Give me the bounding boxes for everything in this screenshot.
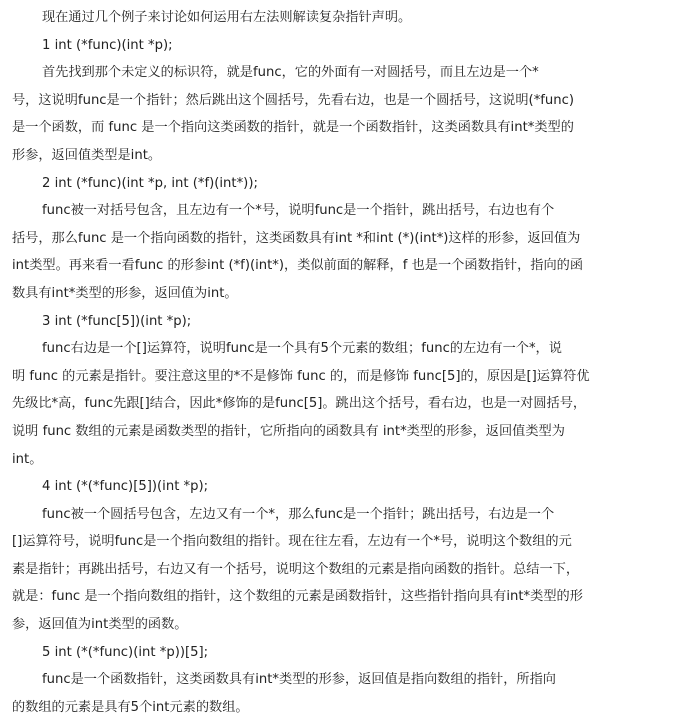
example-3-text-line: int。 (12, 451, 43, 467)
example-4-text-line: 就是：func 是一个指向数组的指针，这个数组的元素是函数指针，这些指针指向具有int*类型的形 (12, 589, 583, 605)
example-1-code: 1 int (*func)(int *p); (42, 37, 173, 53)
example-4-text-line: 素是指针；再跳出括号，右边又有一个括号，说明这个数组的元素是指向函数的指针。总结一下， (12, 561, 580, 577)
example-4-text-line: []运算符号，说明func是一个指向数组的指针。现在往左看，左边有一个*号，说明这个数组的元 (12, 534, 572, 550)
example-2-text-line: 数具有int*类型的形参，返回值为int。 (12, 285, 238, 301)
example-3-text-line: 说明 func 数组的元素是函数类型的指针，它所指向的函数具有 int*类型的形参，返回值类型为 (12, 423, 565, 439)
example-3-text-line: func右边是一个[]运算符，说明func是一个具有5个元素的数组；func的左边有一个*，说 (42, 341, 562, 357)
example-3-text-line: 明 func 的元素是指针。要注意这里的*不是修饰 func 的，而是修饰 func[5]的，原因是[]运算符优 (12, 368, 590, 384)
example-2-code: 2 int (*func)(int *p, int (*f)(int*)); (42, 175, 258, 191)
example-3-code: 3 int (*func[5])(int *p); (42, 313, 192, 329)
example-4-text-line: func被一个圆括号包含，左边又有一个*，那么func是一个指针；跳出括号，右边是一个 (42, 506, 555, 522)
example-2-text-line: int类型。再来看一看func 的形参int (*f)(int*)，类似前面的解释，f 也是一个函数指针，指向的函 (12, 258, 584, 274)
example-1-text-line: 是一个函数，而 func 是一个指向这类函数的指针，就是一个函数指针，这类函数具有int*类型的 (12, 120, 574, 136)
example-3-text-line: 先级比*高，func先跟[]结合，因此*修饰的是func[5]。跳出这个括号，看右边，也是一对圆括号， (12, 396, 587, 412)
example-4-code: 4 int (*(*func)[5])(int *p); (42, 479, 209, 495)
example-5-text-line: 的数组的元素是具有5个int元素的数组。 (12, 699, 249, 715)
example-1-text-line: 首先找到那个未定义的标识符，就是func，它的外面有一对圆括号，而且左边是一个* (42, 65, 539, 81)
example-1-text-line: 形参，返回值类型是int。 (12, 147, 162, 163)
example-5-code: 5 int (*(*func)(int *p))[5]; (42, 644, 209, 660)
example-4-text-line: 参，返回值为int类型的函数。 (12, 617, 188, 633)
example-2-text-line: func被一对括号包含，且左边有一个*号，说明func是一个指针，跳出括号，右边也有个 (42, 203, 555, 219)
example-1-text-line: 号，这说明func是一个指针；然后跳出这个圆括号，先看右边，也是一个圆括号，这说明(*func) (12, 92, 575, 108)
intro-paragraph: 现在通过几个例子来讨论如何运用右左法则解读复杂指针声明。 (42, 10, 412, 25)
example-2-text-line: 括号，那么func 是一个指向函数的指针，这类函数具有int *和int (*)(int*)这样的形参，返回值为 (12, 230, 581, 246)
example-5-text-line: func是一个函数指针，这类函数具有int*类型的形参，返回值是指向数组的指针，所指向 (42, 672, 556, 688)
